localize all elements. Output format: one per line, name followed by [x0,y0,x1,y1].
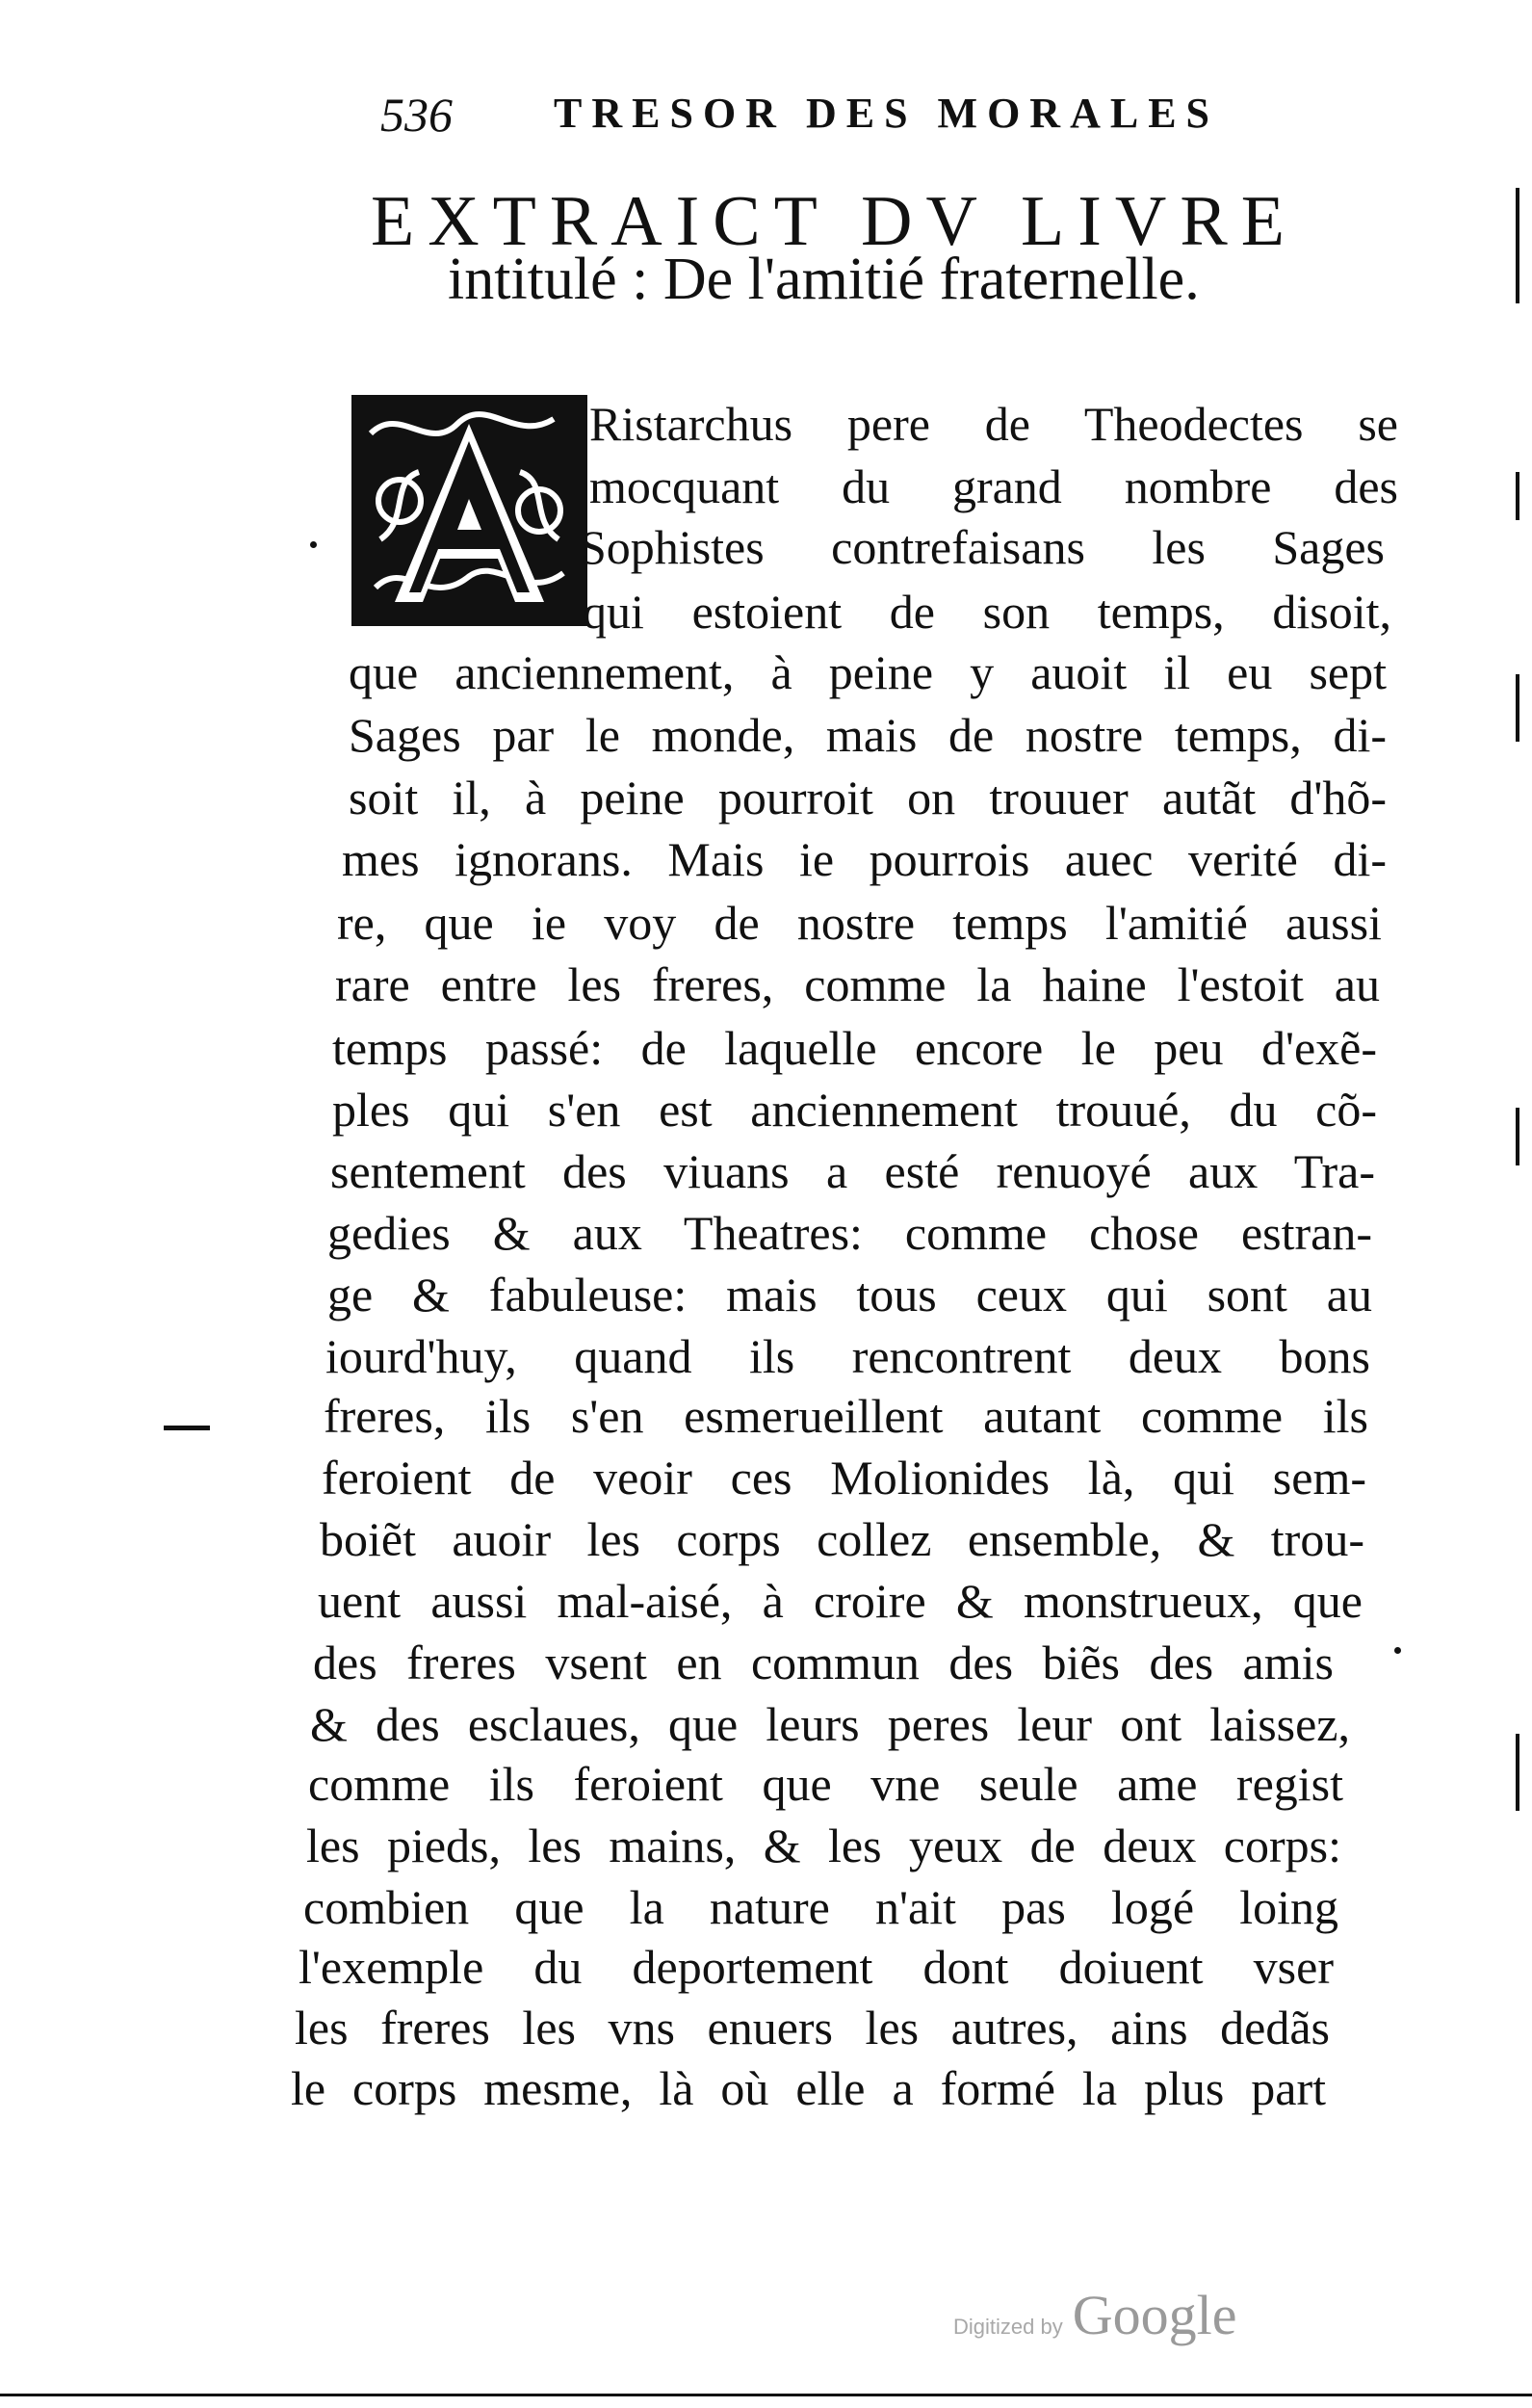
text-line: mes ignorans. Mais ie pourrois auec verité di- [342,832,1387,886]
text-line: les freres les vns enuers les autres, ains dedãs [295,2001,1330,2055]
text-line: Ristarchus pere de Theodectes se [589,397,1398,451]
text-line: feroient de veoir ces Molionides là, qui sem- [322,1451,1366,1505]
text-line: Sages par le monde, mais de nostre temps, di- [349,708,1387,762]
text-line: & des esclaues, que leurs peres leur ont laissez, [310,1697,1350,1751]
text-line: boiẽt auoir les corps collez ensemble, & trou- [320,1512,1364,1566]
text-line: sentement des viuans a esté renuoyé aux Tra- [330,1144,1375,1198]
text-line: le corps mesme, là où elle a formé la plus part [291,2061,1326,2115]
text-line: ples qui s'en est anciennement trouué, du cõ- [332,1083,1377,1137]
chapter-title-line-2: intitulé : De l'amitié fraternelle. [448,247,1200,312]
text-line: l'exemple du deportement dont doiuent vser [299,1940,1334,1994]
text-line: mocquant du grand nombre des [589,459,1398,513]
text-line: comme ils feroient que vne seule ame regist [308,1757,1343,1811]
page-number: 536 [380,88,453,142]
text-line: freres, ils s'en esmerueillent autant comme ils [324,1389,1368,1443]
text-line: re, que ie voy de nostre temps l'amitié aussi [337,896,1382,950]
google-digitized-watermark [953,2283,1236,2350]
text-line: que anciennement, à peine y auoit il eu sept [349,645,1387,699]
edge-mark-right-4 [1516,1108,1519,1165]
running-title: TRESOR DES MORALES [554,90,1220,137]
text-line: temps passé: de laquelle encore le peu d'exẽ- [332,1021,1377,1075]
ornamental-initial-a [351,395,587,626]
text-line: Sophistes contrefaisans les Sages [580,520,1385,574]
edge-mark-right-5 [1516,1734,1519,1811]
edge-mark-right-1 [1516,188,1519,303]
edge-mark-right-3 [1516,674,1519,742]
ornamental-initial-icon [351,395,587,626]
digitized-by-label: Digitized by [953,2315,1063,2339]
text-line: uent aussi mal-aisé, à croire & monstrueux, que [318,1574,1363,1628]
margin-dot-right [1394,1647,1401,1654]
text-line: combien que la nature n'ait pas logé loing [303,1880,1338,1934]
margin-dot-left [310,541,317,548]
edge-mark-right-2 [1516,472,1519,520]
text-line: rare entre les freres, comme la haine l'estoit au [335,957,1380,1011]
text-line: gedies & aux Theatres: comme chose estran- [327,1206,1372,1260]
text-line: ge & fabuleuse: mais tous ceux qui sont au [327,1268,1372,1322]
google-logo: Google [1072,2284,1237,2346]
margin-dash-left [164,1426,210,1430]
text-line: qui estoient de son temps, disoit, [583,585,1391,639]
text-line: iourd'huy, quand ils rencontrent deux bons [325,1329,1370,1383]
text-line: des freres vsent en commun des biẽs des amis [313,1636,1334,1689]
text-line: soit il, à peine pourroit on trouuer autãt d'hõ- [349,771,1387,824]
chapter-title-line-1: EXTRAICT DV LIVRE [371,182,1298,261]
text-line: les pieds, les mains, & les yeux de deux corps: [306,1819,1341,1872]
bottom-rule [0,2394,1532,2396]
running-head [380,87,1247,154]
